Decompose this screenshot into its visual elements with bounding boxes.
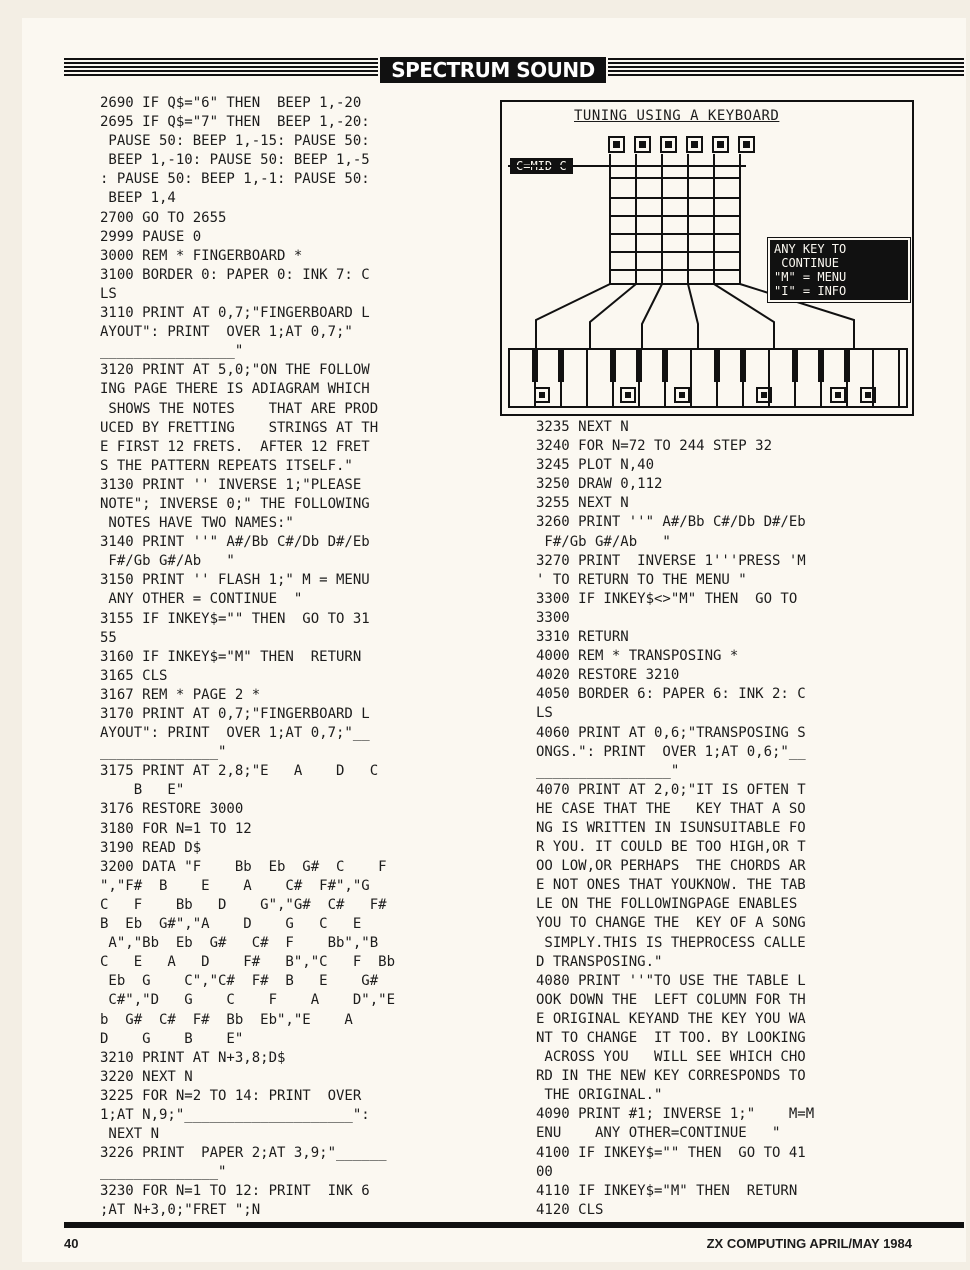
code-line: NG IS WRITTEN IN ISUNSUITABLE FO bbox=[536, 819, 806, 836]
code-line: 3165 CLS bbox=[100, 667, 168, 684]
code-line: SIMPLY.THIS IS THEPROCESS CALLE bbox=[536, 934, 806, 951]
code-line: NOTE"; INVERSE 0;" THE FOLLOWING bbox=[100, 495, 370, 512]
code-line: 3240 FOR N=72 TO 244 STEP 32 bbox=[536, 438, 773, 455]
code-line: 3255 NEXT N bbox=[536, 495, 629, 512]
code-line: 4020 RESTORE 3210 bbox=[536, 667, 680, 684]
code-line: ACROSS YOU WILL SEE WHICH CHO bbox=[536, 1049, 806, 1066]
code-line: 3000 REM * FINGERBOARD * bbox=[100, 247, 303, 264]
code-line: 3225 FOR N=2 TO 14: PRINT OVER bbox=[100, 1087, 362, 1104]
code-line: 2690 IF Q$="6" THEN BEEP 1,-20 bbox=[100, 95, 362, 111]
code-line: PAUSE 50: BEEP 1,-15: PAUSE 50: bbox=[100, 133, 370, 150]
code-line: 3310 RETURN bbox=[536, 629, 629, 646]
code-line: 3260 PRINT ''" A#/Bb C#/Db D#/Eb bbox=[536, 514, 806, 531]
code-line: 3245 PLOT N,40 bbox=[536, 457, 655, 474]
code-line: ;AT N+3,0;"FRET ";N bbox=[100, 1202, 261, 1219]
footer-rule bbox=[64, 1222, 964, 1228]
code-line: 3100 BORDER 0: PAPER 0: INK 7: C bbox=[100, 266, 370, 283]
code-line: B E" bbox=[100, 782, 185, 799]
code-line: b G# C# F# Bb Eb","E A bbox=[100, 1011, 353, 1028]
code-line: 3226 PRINT PAPER 2;AT 3,9;"______ bbox=[100, 1145, 387, 1162]
code-line: C F Bb D G","G# C# F# bbox=[100, 896, 387, 913]
code-listing-right bbox=[536, 418, 876, 1220]
code-line: 3160 IF INKEY$="M" THEN RETURN bbox=[100, 648, 362, 665]
code-line: 3120 PRINT AT 5,0;"ON THE FOLLOW bbox=[100, 362, 370, 379]
keyboard-diagram bbox=[500, 100, 914, 416]
code-line: 3155 IF INKEY$="" THEN GO TO 31 bbox=[100, 610, 370, 627]
code-line: 3140 PRINT ''" A#/Bb C#/Db D#/Eb bbox=[100, 534, 370, 551]
code-line: 3300 bbox=[536, 609, 570, 626]
code-line: SHOWS THE NOTES THAT ARE PROD bbox=[100, 400, 379, 417]
code-line: ________________" bbox=[536, 762, 680, 779]
code-line: NEXT N bbox=[100, 1126, 160, 1143]
code-line: F#/Gb G#/Ab " bbox=[100, 553, 235, 570]
code-line: 4100 IF INKEY$="" THEN GO TO 41 bbox=[536, 1144, 806, 1161]
code-line: ENU ANY OTHER=CONTINUE " bbox=[536, 1125, 781, 1142]
code-line: 2999 PAUSE 0 bbox=[100, 228, 202, 245]
code-line: THE ORIGINAL." bbox=[536, 1087, 663, 1104]
code-line: E FIRST 12 FRETS. AFTER 12 FRET bbox=[100, 438, 370, 455]
code-line: 4070 PRINT AT 2,0;"IT IS OFTEN T bbox=[536, 781, 806, 798]
code-line: : PAUSE 50: BEEP 1,-1: PAUSE 50: bbox=[100, 171, 370, 188]
code-line: 2695 IF Q$="7" THEN BEEP 1,-20: bbox=[100, 114, 370, 131]
code-line: E ORIGINAL KEYAND THE KEY YOU WA bbox=[536, 1010, 806, 1027]
code-line: HE CASE THAT THE KEY THAT A SO bbox=[536, 800, 806, 817]
code-line: 3150 PRINT '' FLASH 1;" M = MENU bbox=[100, 572, 370, 589]
code-line: BEEP 1,-10: PAUSE 50: BEEP 1,-5 bbox=[100, 152, 370, 169]
mid-c-label: C=MID C bbox=[510, 158, 573, 174]
code-line: 3270 PRINT INVERSE 1'''PRESS 'M bbox=[536, 552, 806, 569]
code-listing-left bbox=[100, 94, 440, 1221]
code-line: 3180 FOR N=1 TO 12 bbox=[100, 820, 252, 837]
code-line: AYOUT": PRINT OVER 1;AT 0,7;"__ bbox=[100, 725, 370, 742]
code-line: LE ON THE FOLLOWINGPAGE ENABLES bbox=[536, 896, 798, 913]
code-line: OO LOW,OR PERHAPS THE CHORDS AR bbox=[536, 858, 806, 875]
code-line: ________________" bbox=[100, 343, 244, 360]
section-title: SPECTRUM SOUND bbox=[378, 55, 608, 85]
code-line: 3170 PRINT AT 0,7;"FINGERBOARD L bbox=[100, 706, 370, 722]
code-line: Eb G C","C# F# B E G# bbox=[100, 973, 379, 990]
code-line: UCED BY FRETTING STRINGS AT TH bbox=[100, 419, 379, 436]
code-line: C E A D F# B","C F Bb bbox=[100, 954, 396, 971]
code-line: ING PAGE THERE IS ADIAGRAM WHICH bbox=[100, 381, 370, 398]
piano-keyboard bbox=[508, 348, 908, 408]
code-line: R YOU. IT COULD BE TOO HIGH,OR T bbox=[536, 839, 806, 856]
code-line: LS bbox=[100, 285, 117, 302]
code-line: 3176 RESTORE 3000 bbox=[100, 801, 244, 818]
code-line: 3230 FOR N=1 TO 12: PRINT INK 6 bbox=[100, 1183, 370, 1200]
code-line: 3167 REM * PAGE 2 * bbox=[100, 686, 261, 703]
code-line: BEEP 1,4 bbox=[100, 190, 176, 207]
code-line: AYOUT": PRINT OVER 1;AT 0,7;" bbox=[100, 324, 353, 341]
code-line: 00 bbox=[536, 1163, 553, 1180]
code-line: F#/Gb G#/Ab " bbox=[536, 533, 671, 550]
code-line: RD IN THE NEW KEY CORRESPONDS TO bbox=[536, 1068, 806, 1085]
code-line: 4050 BORDER 6: PAPER 6: INK 2: C bbox=[536, 686, 806, 703]
code-line: 3190 READ D$ bbox=[100, 839, 202, 856]
page-number: 40 bbox=[64, 1236, 79, 1251]
code-line: NT TO CHANGE IT TOO. BY LOOKING bbox=[536, 1030, 806, 1046]
continue-prompt: ANY KEY TO CONTINUE "M" = MENU "I" = INFO bbox=[768, 238, 910, 302]
code-line: E NOT ONES THAT YOUKNOW. THE TAB bbox=[536, 877, 806, 894]
code-line: YOU TO CHANGE THE KEY OF A SONG bbox=[536, 915, 806, 932]
code-line: 3300 IF INKEY$<>"M" THEN GO TO bbox=[536, 590, 798, 607]
code-line: 3235 NEXT N bbox=[536, 419, 629, 435]
code-line: LS bbox=[536, 705, 553, 722]
code-line: 3220 NEXT N bbox=[100, 1068, 193, 1085]
code-line: 4060 PRINT AT 0,6;"TRANSPOSING S bbox=[536, 724, 806, 741]
code-line: NOTES HAVE TWO NAMES:" bbox=[100, 515, 294, 532]
code-line: 3175 PRINT AT 2,8;"E A D C bbox=[100, 763, 379, 780]
code-line: ONGS.": PRINT OVER 1;AT 0,6;"__ bbox=[536, 743, 806, 760]
code-line: D G B E" bbox=[100, 1030, 244, 1047]
code-line: ","F# B E A C# F#","G bbox=[100, 877, 370, 894]
code-line: A","Bb Eb G# C# F Bb","B bbox=[100, 935, 379, 952]
code-line: C#","D G C F A D","E bbox=[100, 992, 396, 1009]
code-line: 3250 DRAW 0,112 bbox=[536, 476, 663, 493]
code-line: D TRANSPOSING." bbox=[536, 953, 663, 970]
code-line: OOK DOWN THE LEFT COLUMN FOR TH bbox=[536, 991, 806, 1008]
code-line: B Eb G#","A D G C E bbox=[100, 916, 362, 933]
code-line: 1;AT N,9;"____________________": bbox=[100, 1106, 370, 1123]
code-line: ' TO RETURN TO THE MENU " bbox=[536, 571, 747, 588]
code-line: 4120 CLS bbox=[536, 1201, 604, 1218]
code-line: 4000 REM * TRANSPOSING * bbox=[536, 648, 739, 665]
code-line: ______________" bbox=[100, 1164, 227, 1181]
magazine-issue: ZX COMPUTING APRIL/MAY 1984 bbox=[706, 1236, 912, 1251]
code-line: 4110 IF INKEY$="M" THEN RETURN bbox=[536, 1182, 798, 1199]
code-line: S THE PATTERN REPEATS ITSELF." bbox=[100, 457, 353, 474]
code-line: ANY OTHER = CONTINUE " bbox=[100, 591, 303, 608]
code-line: 4090 PRINT #1; INVERSE 1;" M=M bbox=[536, 1106, 815, 1123]
code-line: ______________" bbox=[100, 744, 227, 761]
diagram-title: TUNING USING A KEYBOARD bbox=[574, 108, 780, 124]
code-line: 3200 DATA "F Bb Eb G# C F bbox=[100, 858, 387, 875]
code-line: 3130 PRINT '' INVERSE 1;"PLEASE bbox=[100, 476, 362, 493]
code-line: 2700 GO TO 2655 bbox=[100, 209, 227, 226]
code-line: 55 bbox=[100, 629, 117, 646]
code-line: 3210 PRINT AT N+3,8;D$ bbox=[100, 1049, 286, 1066]
code-line: 3110 PRINT AT 0,7;"FINGERBOARD L bbox=[100, 305, 370, 322]
code-line: 4080 PRINT ''"TO USE THE TABLE L bbox=[536, 972, 806, 989]
